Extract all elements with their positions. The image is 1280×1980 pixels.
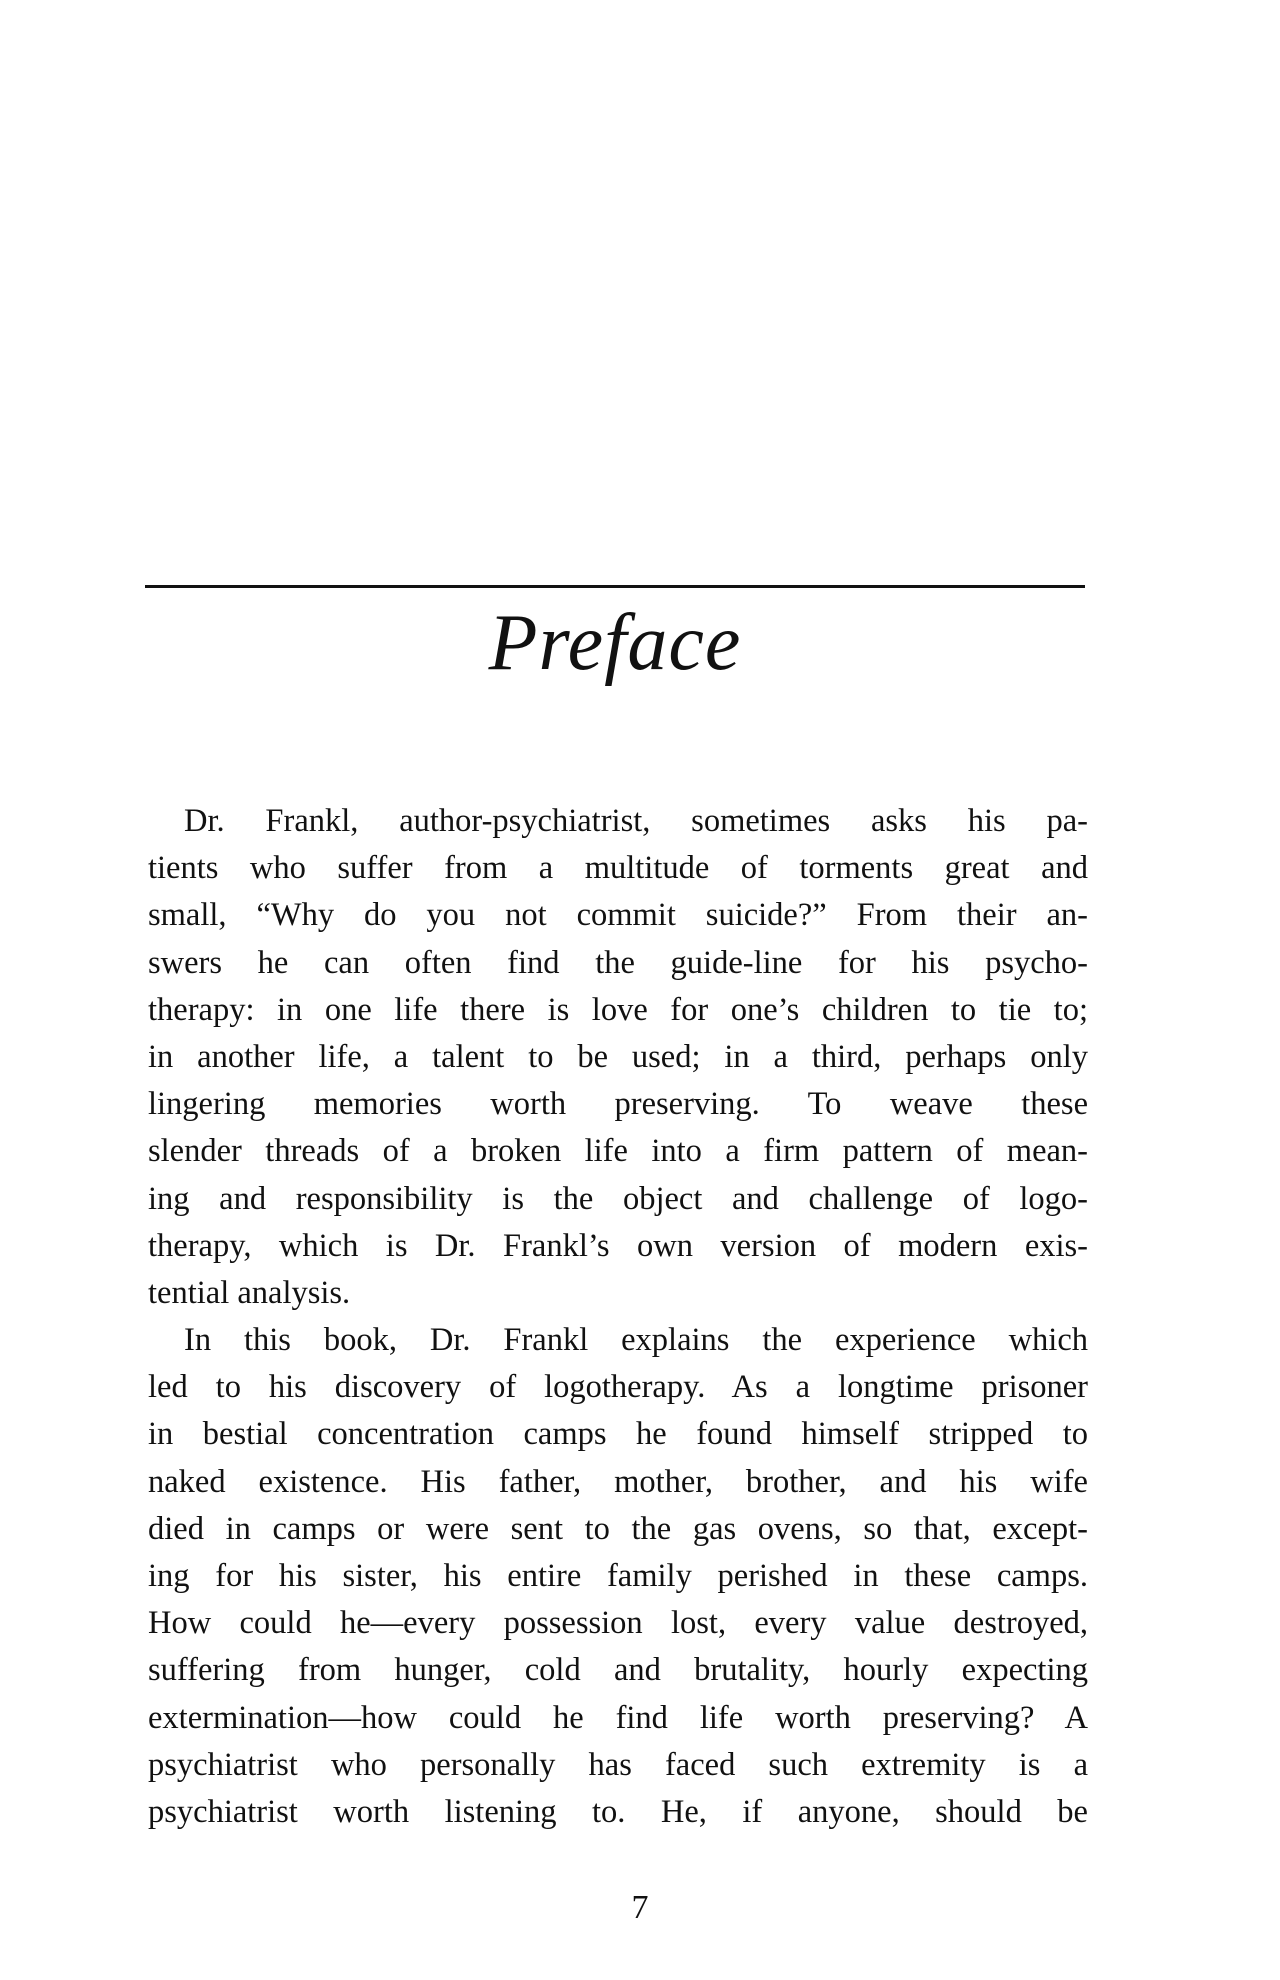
text-line: therapy: in one life there is love for one’s children to tie to; — [148, 991, 1088, 1028]
page-title: Preface — [488, 599, 742, 687]
text-line: died in camps or were sent to the gas ovens, so that, except- — [148, 1510, 1088, 1547]
text-line: psychiatrist worth listening to. He, if anyone, should be — [148, 1793, 1088, 1830]
text-line: small, “Why do you not commit suicide?” From their an- — [148, 897, 1088, 934]
text-line: extermination—how could he find life worth preserving? A — [148, 1699, 1088, 1736]
text-line: in bestial concentration camps he found himself stripped to — [148, 1416, 1088, 1453]
text-line: ing and responsibility is the object and challenge of logo- — [148, 1180, 1088, 1217]
page-number: 7 — [631, 1889, 649, 1926]
text-line: therapy, which is Dr. Frankl’s own version of modern exis- — [148, 1227, 1088, 1264]
text-line: naked existence. His father, mother, brother, and his wife — [148, 1463, 1088, 1500]
text-line: In this book, Dr. Frankl explains the experience which — [184, 1322, 1088, 1359]
text-line: ing for his sister, his entire family perished in these camps. — [148, 1558, 1088, 1594]
title-rule — [145, 585, 1085, 588]
text-line: psychiatrist who personally has faced such extremity is a — [148, 1746, 1088, 1783]
text-line: led to his discovery of logotherapy. As a longtime prisoner — [148, 1369, 1088, 1406]
text-line: tients who suffer from a multitude of torments great and — [148, 850, 1088, 887]
text-line: suffering from hunger, cold and brutality, hourly expecting — [148, 1652, 1088, 1689]
text-line: lingering memories worth preserving. To weave these — [148, 1086, 1088, 1123]
text-line: How could he—every possession lost, every value destroyed, — [148, 1605, 1088, 1642]
text-line: slender threads of a broken life into a firm pattern of mean- — [148, 1133, 1088, 1170]
text-line: in another life, a talent to be used; in a third, perhaps only — [148, 1038, 1088, 1075]
body-text — [148, 798, 1088, 1836]
text-line: swers he can often find the guide-line for his psycho- — [148, 944, 1088, 981]
text-line: tential analysis. — [148, 1274, 351, 1311]
text-line: Dr. Frankl, author-psychiatrist, sometimes asks his pa- — [184, 803, 1088, 839]
